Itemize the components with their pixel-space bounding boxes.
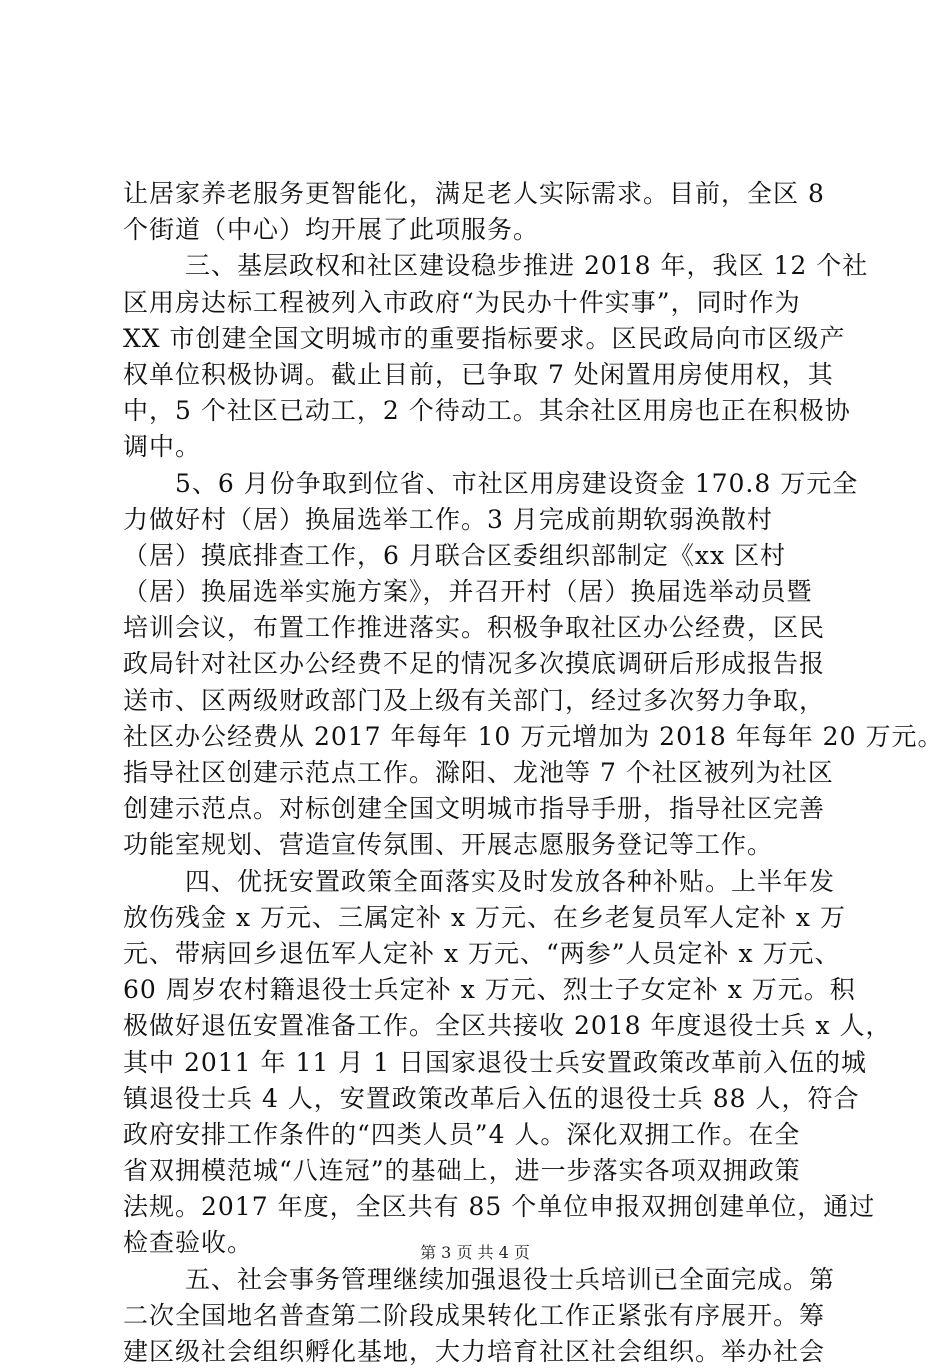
- text-line: 区用房达标工程被列入市政府“为民办十件实事”，同时作为: [123, 287, 801, 317]
- text-line: 中，5 个社区已动工，2 个待动工。其余社区用房也正在积极协: [123, 396, 851, 426]
- text-line: 五、社会事务管理继续加强退役士兵培训已全面完成。第: [185, 1264, 836, 1294]
- page-footer: 第 3 页 共 4 页: [420, 1243, 530, 1262]
- text-line: 培训会议，布置工作推进落实。积极争取社区办公经费，区民: [123, 613, 826, 643]
- text-line: （居）换届选举实施方案》，并召开村（居）换届选举动员暨: [123, 577, 813, 607]
- text-line: 调中。: [123, 432, 202, 462]
- text-line: 权单位积极协调。截止目前，已争取 7 处闲置用房使用权，其: [123, 359, 834, 389]
- text-line: 个街道（中心）均开展了此项服务。: [123, 215, 540, 245]
- text-line: 5、6 月份争取到位省、市社区用房建设资金 170.8 万元全: [175, 468, 859, 498]
- text-line: 让居家养老服务更智能化，满足老人实际需求。目前，全区 8: [123, 179, 825, 208]
- text-line: （居）摸底排查工作，6 月联合区委组织部制定《xx 区村: [123, 540, 786, 570]
- text-line: 极做好退伍安置准备工作。全区共接收 2018 年度退役士兵 x 人，: [123, 1011, 892, 1041]
- text-line: 镇退役士兵 4 人，安置政策改革后入伍的退役士兵 88 人，符合: [123, 1083, 860, 1113]
- text-line: 放伤残金 x 万元、三属定补 x 万元、在乡老复员军人定补 x 万: [123, 902, 846, 932]
- text-line: 60 周岁农村籍退役士兵定补 x 万元、烈士子女定补 x 万元。积: [123, 975, 856, 1005]
- text-line: 社区办公经费从 2017 年每年 10 万元增加为 2018 年每年 20 万元。: [123, 721, 944, 751]
- document-body: [123, 176, 944, 1370]
- text-line: 创建示范点。对标创建全国文明城市指导手册，指导社区完善: [123, 794, 826, 824]
- text-line: 政局针对社区办公经费不足的情况多次摸底调研后形成报告报: [123, 649, 826, 679]
- text-line: 四、优抚安置政策全面落实及时发放各种补贴。上半年发: [185, 866, 836, 896]
- text-line: 送市、区两级财政部门及上级有关部门，经过多次努力争取，: [123, 685, 826, 715]
- text-line: 政府安排工作条件的“四类人员”4 人。深化双拥工作。在全: [123, 1119, 801, 1149]
- text-line: 省双拥模范城“八连冠”的基础上，进一步落实各项双拥政策: [123, 1156, 801, 1186]
- text-line: 法规。2017 年度，全区共有 85 个单位申报双拥创建单位，通过: [123, 1192, 876, 1222]
- text-line: 建区级社会组织孵化基地，大力培育社区社会组织。举办社会: [123, 1337, 826, 1366]
- text-line: 三、基层政权和社区建设稳步推进 2018 年，我区 12 个社: [185, 251, 869, 281]
- text-line: XX 市创建全国文明城市的重要指标要求。区民政局向市区级产: [123, 323, 846, 353]
- text-line: 指导社区创建示范点工作。滁阳、龙池等 7 个社区被列为社区: [123, 758, 834, 787]
- text-line: 检查验收。: [123, 1228, 254, 1258]
- text-line: 力做好村（居）换届选举工作。3 月完成前期软弱涣散村: [123, 504, 773, 534]
- text-line: 二次全国地名普查第二阶段成果转化工作正紧张有序展开。筹: [123, 1300, 826, 1330]
- text-line: 功能室规划、营造宣传氛围、开展志愿服务登记等工作。: [123, 830, 774, 860]
- text-line: 元、带病回乡退伍军人定补 x 万元、“两参”人员定补 x 万元、: [123, 938, 841, 968]
- text-line: 其中 2011 年 11 月 1 日国家退役士兵安置政策改革前入伍的城: [123, 1047, 868, 1077]
